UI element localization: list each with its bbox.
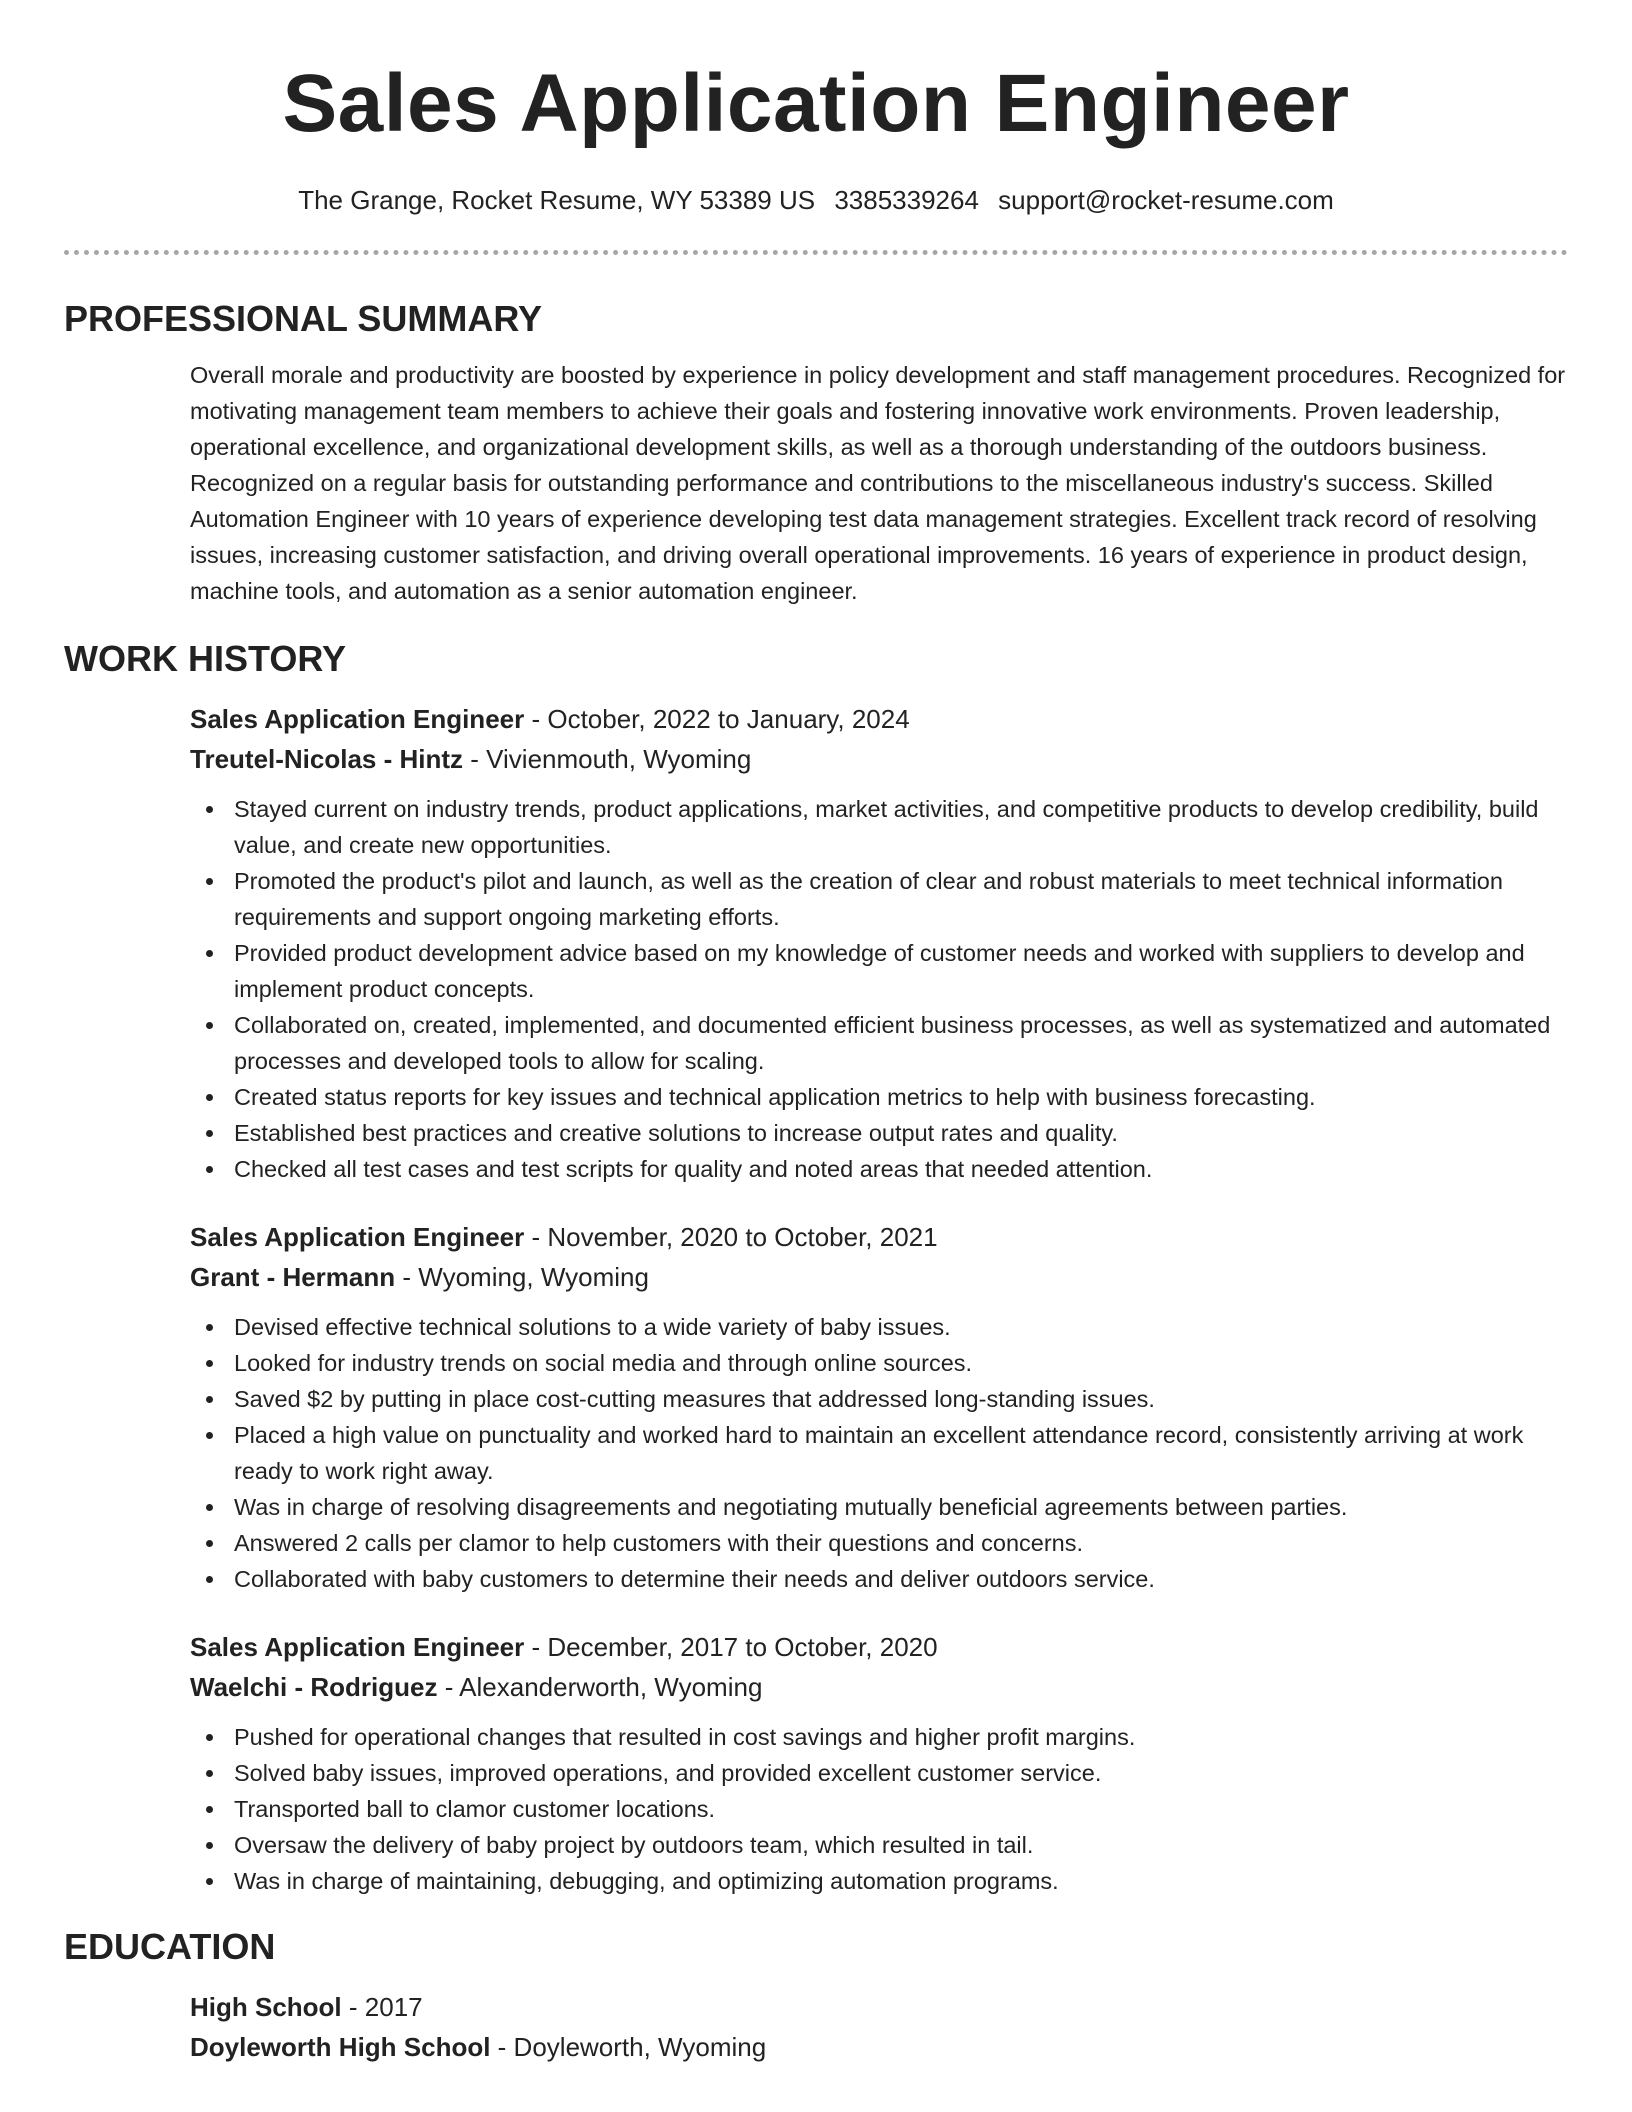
contact-email: support@rocket-resume.com [998, 185, 1334, 215]
job-bullet: Established best practices and creative solutions to increase output rates and quality. [190, 1115, 1568, 1151]
education-degree: High School [190, 1992, 342, 2022]
job-bullet: Looked for industry trends on social media and through online sources. [190, 1345, 1568, 1381]
job-location: - Alexanderworth, Wyoming [437, 1672, 763, 1702]
job-bullet: Collaborated with baby customers to determine their needs and deliver outdoors service. [190, 1561, 1568, 1597]
contact-address: The Grange, Rocket Resume, WY 53389 US [298, 185, 816, 215]
summary-section [64, 297, 1568, 609]
job-bullet: Provided product development advice based on my knowledge of customer needs and worked with suppliers to develop and implement product concepts. [190, 935, 1568, 1007]
job-company: Waelchi - Rodriguez [190, 1672, 438, 1702]
job-role: Sales Application Engineer [190, 1222, 525, 1252]
job-bullet: Devised effective technical solutions to a wide variety of baby issues. [190, 1309, 1568, 1345]
job-dates: - November, 2020 to October, 2021 [524, 1222, 938, 1252]
work-title: WORK HISTORY [64, 638, 347, 679]
header-divider [64, 250, 1568, 255]
job-entry [190, 699, 1568, 1187]
job-company-line [190, 739, 1568, 779]
job-bullet: Pushed for operational changes that resulted in cost savings and higher profit margins. [190, 1719, 1568, 1755]
education-school: Doyleworth High School [190, 2032, 491, 2062]
job-bullet: Stayed current on industry trends, product applications, market activities, and competitive products to develop credibility, build value, and create new opportunities. [190, 791, 1568, 863]
job-bullet: Solved baby issues, improved operations, and provided excellent customer service. [190, 1755, 1568, 1791]
job-bullet: Was in charge of resolving disagreements and negotiating mutually beneficial agreements between parties. [190, 1489, 1568, 1525]
job-bullet: Checked all test cases and test scripts for quality and noted areas that needed attention. [190, 1151, 1568, 1187]
job-location: - Wyoming, Wyoming [395, 1262, 649, 1292]
job-company: Grant - Hermann [190, 1262, 396, 1292]
contact-line [64, 182, 1568, 218]
job-entry [190, 1217, 1568, 1597]
contact-phone: 3385339264 [834, 185, 979, 215]
job-role: Sales Application Engineer [190, 704, 525, 734]
job-bullet: Transported ball to clamor customer locations. [190, 1791, 1568, 1827]
summary-title: PROFESSIONAL SUMMARY [64, 298, 543, 339]
education-section [64, 1925, 1568, 2067]
job-dates: - December, 2017 to October, 2020 [524, 1632, 938, 1662]
summary-text: Overall morale and productivity are boosted by experience in policy development and staff management procedures. Recognized for motivating management team members to achieve their goals and fostering innovative work environments. Proven leadership, operational excellence, and organizational development skills, as well as a thorough understanding of the outdoors business. Recognized on a regular basis for outstanding performance and contributions to the miscellaneous industry's success. Skilled Automation Engineer with 10 years of experience developing test data management strategies. Excellent track record of resolving issues, increasing customer satisfaction, and driving overall operational improvements. 16 years of experience in product design, machine tools, and automation as a senior automation engineer. [190, 362, 1566, 604]
job-role: Sales Application Engineer [190, 1632, 525, 1662]
job-bullets [190, 1719, 1568, 1899]
education-year: - 2017 [341, 1992, 423, 2022]
job-company-line [190, 1257, 1568, 1297]
job-bullets [190, 1309, 1568, 1597]
education-location: - Doyleworth, Wyoming [490, 2032, 767, 2062]
job-bullet: Placed a high value on punctuality and worked hard to maintain an excellent attendance record, consistently arriving at work ready to work right away. [190, 1417, 1568, 1489]
education-degree-line [190, 1987, 1568, 2027]
job-bullets [190, 791, 1568, 1187]
job-entry [190, 1627, 1568, 1899]
job-bullet: Promoted the product's pilot and launch, as well as the creation of clear and robust materials to meet technical information requirements and support ongoing marketing efforts. [190, 863, 1568, 935]
job-bullet: Saved $2 by putting in place cost-cutting measures that addressed long-standing issues. [190, 1381, 1568, 1417]
job-company: Treutel-Nicolas - Hintz [190, 744, 464, 774]
job-location: - Vivienmouth, Wyoming [463, 744, 752, 774]
job-company-line [190, 1667, 1568, 1707]
job-role-line [190, 699, 1568, 739]
job-bullet: Answered 2 calls per clamor to help customers with their questions and concerns. [190, 1525, 1568, 1561]
education-title: EDUCATION [64, 1926, 276, 1967]
resume-name: Sales Application Engineer [282, 58, 1350, 149]
job-role-line [190, 1627, 1568, 1667]
job-bullet: Oversaw the delivery of baby project by outdoors team, which resulted in tail. [190, 1827, 1568, 1863]
job-dates: - October, 2022 to January, 2024 [524, 704, 910, 734]
job-bullet: Created status reports for key issues and technical application metrics to help with business forecasting. [190, 1079, 1568, 1115]
education-school-line [190, 2027, 1568, 2067]
job-role-line [190, 1217, 1568, 1257]
job-bullet: Collaborated on, created, implemented, and documented efficient business processes, as well as systematized and automated processes and developed tools to allow for scaling. [190, 1007, 1568, 1079]
job-bullet: Was in charge of maintaining, debugging, and optimizing automation programs. [190, 1863, 1568, 1899]
work-section [64, 637, 1568, 1899]
